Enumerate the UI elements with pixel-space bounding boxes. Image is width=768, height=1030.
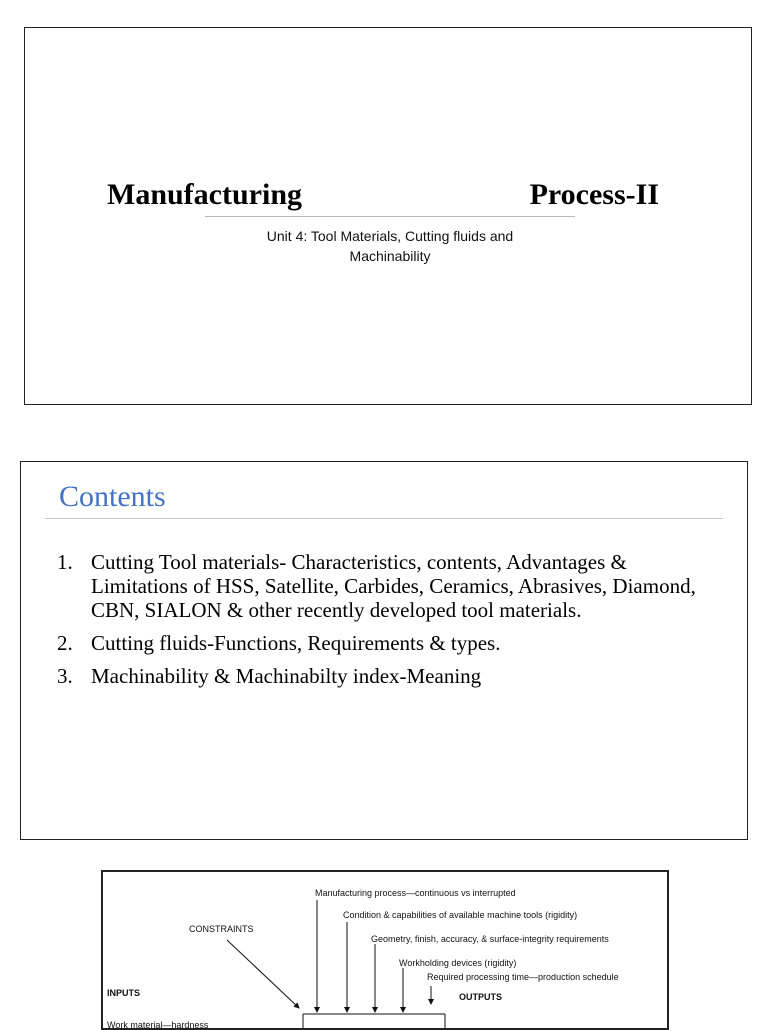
title-slide: [24, 27, 752, 405]
list-item-text: Cutting fluids-Functions, Requirements & types.: [91, 631, 501, 655]
label-line-4: Workholding devices (rigidity): [399, 958, 517, 968]
constraints-arrow: [227, 940, 299, 1008]
label-work-material: Work material—hardness: [107, 1020, 209, 1030]
machinability-diagram: [103, 872, 667, 1030]
label-line-5: Required processing time—production schedule: [427, 972, 619, 982]
list-item: [57, 664, 697, 688]
contents-heading: Contents: [59, 480, 166, 513]
label-line-2: Condition & capabilities of available machine tools (rigidity): [343, 910, 578, 920]
label-outputs: OUTPUTS: [459, 992, 503, 1002]
list-item-number: 1.: [57, 550, 73, 574]
list-item: [57, 550, 697, 622]
list-item-number: 3.: [57, 664, 73, 688]
title-process: Process-II: [529, 178, 659, 211]
title-divider: [205, 216, 575, 217]
label-constraints: CONSTRAINTS: [189, 924, 254, 934]
list-item-number: 2.: [57, 631, 73, 655]
contents-slide: [20, 461, 748, 840]
contents-divider: [45, 518, 723, 519]
list-item-text: Cutting Tool materials- Characteristics, contents, Advantages & Limitations of HSS, Satellite, Carbides, Ceramics, Abrasives, Diamond, CBN, SIALON & other recently developed tool materials.: [91, 550, 696, 622]
list-item-text: Machinability & Machinabilty index-Meaning: [91, 664, 482, 688]
subtitle-line-1: Unit 4: Tool Materials, Cutting fluids and: [266, 228, 514, 244]
diagram-slide: [101, 870, 669, 1030]
label-line-1: Manufacturing process—continuous vs interrupted: [315, 888, 516, 898]
label-line-3: Geometry, finish, accuracy, & surface-integrity requirements: [371, 934, 609, 944]
contents-list: [57, 550, 697, 697]
title-manufacturing: Manufacturing: [107, 178, 302, 211]
list-item: [57, 631, 697, 655]
subtitle: [205, 226, 575, 266]
label-inputs: INPUTS: [107, 988, 141, 998]
subtitle-line-2: Machinability: [349, 248, 431, 264]
